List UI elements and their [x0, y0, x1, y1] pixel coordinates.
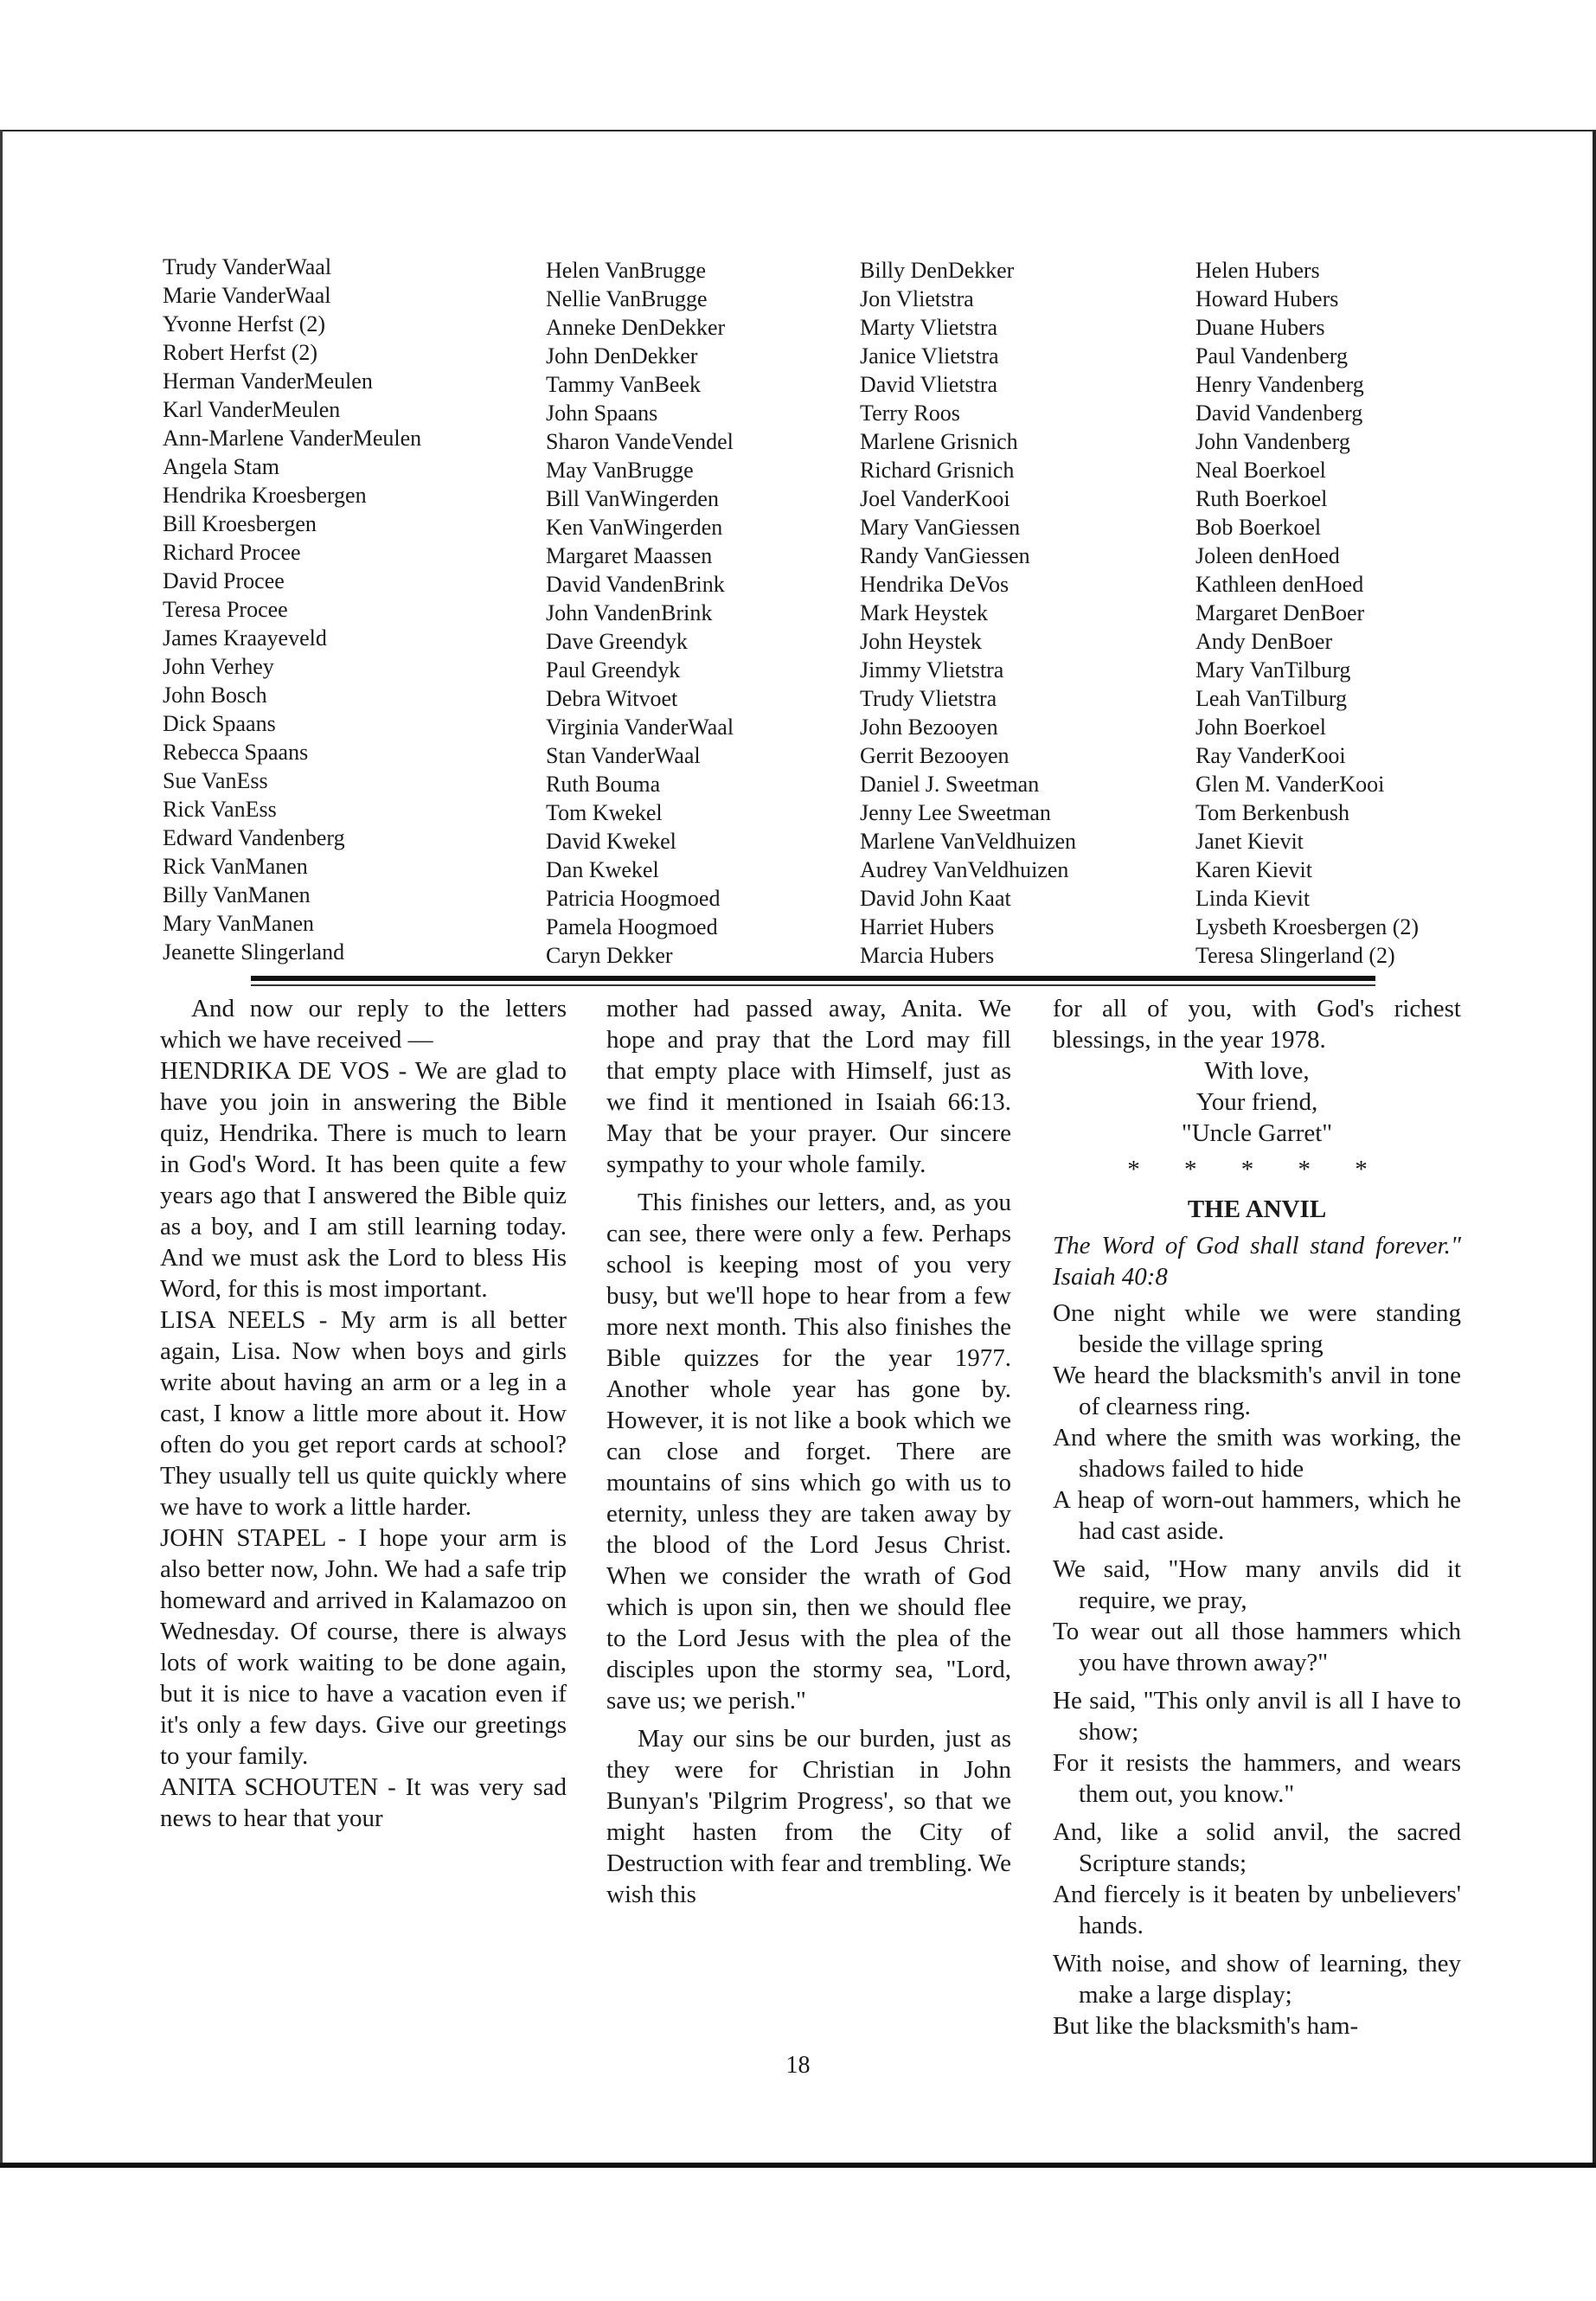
- name-entry: Lysbeth Kroesbergen (2): [1195, 914, 1420, 939]
- poem-line: But like the blacksmith's ham-: [1053, 2012, 1359, 2040]
- page-left-edge: [0, 130, 3, 2163]
- name-entry: Teresa Procee: [163, 597, 288, 622]
- name-entry: Stan VanderWaal: [546, 743, 701, 768]
- name-entry: John Vandenberg: [1195, 429, 1350, 454]
- name-entry: Jenny Lee Sweetman: [860, 800, 1051, 825]
- letter-anita-end: mother had passed away, Anita. We hope and pray that the Lord may fill that empty place with Himself, just as we find it mentioned in Isaiah 66:13. May that be your prayer. Our sincere sympathy to your whole family.: [606, 995, 1011, 1178]
- name-entry: Sue VanEss: [163, 768, 268, 793]
- name-entry: Margaret DenBoer: [1195, 600, 1365, 625]
- poem-line: And fiercely is it beaten by unbelievers' hands.: [1053, 1881, 1461, 1939]
- name-entry: Helen Hubers: [1195, 258, 1320, 283]
- name-entry: Yvonne Herfst (2): [163, 311, 326, 336]
- name-entry: Marcia Hubers: [860, 943, 995, 968]
- name-entry: David VandenBrink: [546, 572, 725, 597]
- letters-column-3: [1053, 993, 1461, 2041]
- name-entry: Herman VanderMeulen: [163, 369, 373, 394]
- name-entry: Nellie VanBrugge: [546, 286, 708, 311]
- poem-body: [1053, 1298, 1461, 2041]
- name-entry: May VanBrugge: [546, 458, 694, 483]
- poem-line: And, like a solid anvil, the sacred Scripture stands;: [1053, 1818, 1461, 1877]
- name-entry: Leah VanTilburg: [1195, 686, 1348, 711]
- name-entry: Anneke DenDekker: [546, 315, 726, 340]
- name-entry: John Verhey: [163, 654, 274, 679]
- names-column-1: [163, 253, 421, 966]
- name-entry: Billy VanManen: [163, 882, 311, 907]
- name-entry: Daniel J. Sweetman: [860, 772, 1040, 797]
- name-entry: Terry Roos: [860, 401, 960, 426]
- letter-john: JOHN STAPEL - I hope your arm is also better now, John. We had a safe trip homeward and arrived in Kalamazoo on Wednesday. Of course, there is always lots of work waiting to be done again, but it is nice to have a vacation even if it's only a few days. Give our greetings to your family.: [160, 1524, 567, 1770]
- name-entry: Ken VanWingerden: [546, 515, 723, 540]
- poem-line: And where the smith was working, the shadows failed to hide: [1053, 1424, 1461, 1483]
- name-entry: David Kwekel: [546, 829, 676, 854]
- closing-your-friend: Your friend,: [1195, 1088, 1318, 1116]
- name-entry: Mary VanManen: [163, 911, 314, 936]
- name-entry: Janice Vlietstra: [860, 343, 999, 369]
- letters-wish-end: for all of you, with God's richest blessings, in the year 1978.: [1053, 995, 1461, 1054]
- name-entry: John VandenBrink: [546, 600, 713, 625]
- name-entry: Bob Boerkoel: [1195, 515, 1322, 540]
- page-top-margin: [0, 0, 1596, 130]
- name-entry: Richard Procee: [163, 540, 301, 565]
- name-entry: Margaret Maassen: [546, 543, 713, 568]
- section-divider: [251, 976, 1375, 981]
- name-entry: Paul Vandenberg: [1195, 343, 1348, 369]
- name-entry: Bill Kroesbergen: [163, 511, 317, 536]
- name-entry: Kathleen denHoed: [1195, 572, 1364, 597]
- name-entry: Gerrit Bezooyen: [860, 743, 1010, 768]
- section-divider-thin: [251, 984, 1375, 986]
- letter-hendrika: HENDRIKA DE VOS - We are glad to have you join in answering the Bible quiz, Hendrika. There is much to learn in God's Word. It has been quite a few years ago that I answered the Bible quiz as a boy, and I am still learning today. And we must ask the Lord to bless His Word, for this is most important.: [160, 1057, 567, 1303]
- name-entry: Robert Herfst (2): [163, 340, 318, 365]
- name-entry: Trudy Vlietstra: [860, 686, 997, 711]
- page-bottom-edge: [0, 2163, 1596, 2168]
- letters-finish: This finishes our letters, and, as you can see, there were only a few. Perhaps school is keeping most of you very busy, but we'll hope to hear from a few more next month. This also finishes the Bible quizzes for the year 1977. Another whole year has gone by. However, it is not like a book which we can close and forget. There are mountains of sins which go with us to eternity, unless they are taken away by the blood of the Lord Jesus Christ. When we consider the wrath of God which is upon sin, then we should flee to the Lord Jesus with the plea of the disciples upon the stormy sea, "Lord, save us; we perish.": [606, 1189, 1011, 1715]
- name-entry: Janet Kievit: [1195, 829, 1304, 854]
- name-entry: David Vandenberg: [1195, 401, 1363, 426]
- closing-with-love: With love,: [1204, 1057, 1310, 1085]
- name-entry: Henry Vandenberg: [1195, 372, 1364, 397]
- name-entry: Angela Stam: [163, 454, 280, 479]
- name-entry: Mark Heystek: [860, 600, 989, 625]
- name-entry: Virginia VanderWaal: [546, 715, 734, 740]
- name-entry: James Kraayeveld: [163, 625, 327, 651]
- name-entry: Billy DenDekker: [860, 258, 1015, 283]
- name-entry: Hendrika DeVos: [860, 572, 1010, 597]
- name-entry: John Bosch: [163, 683, 267, 708]
- page-number: 18: [785, 2052, 811, 2079]
- name-entry: Rick VanManen: [163, 854, 308, 879]
- name-entry: Neal Boerkoel: [1195, 458, 1326, 483]
- name-entry: Marie VanderWaal: [163, 283, 331, 308]
- name-entry: Tom Berkenbush: [1195, 800, 1349, 825]
- name-entry: Bill VanWingerden: [546, 486, 719, 511]
- name-entry: Ray VanderKooi: [1195, 743, 1346, 768]
- page-top-edge: [0, 130, 1596, 131]
- separator-stars: * * * * *: [1127, 1156, 1387, 1183]
- letter-lisa: LISA NEELS - My arm is all better again, Lisa. Now when boys and girls write about having an arm or a leg in a cast, I know a little more about it. How often do you get report cards at school? They usually tell us quite quickly where we have to work a little harder.: [160, 1306, 567, 1521]
- name-entry: Marlene VanVeldhuizen: [860, 829, 1077, 854]
- letters-burden: May our sins be our burden, just as they were for Christian in John Bunyan's 'Pilgrim Progress', so that we might hasten from the City of Destruction with fear and trembling. We wish this: [606, 1725, 1011, 1908]
- name-entry: Caryn Dekker: [546, 943, 673, 968]
- name-entry: John DenDekker: [546, 343, 698, 369]
- name-entry: Dick Spaans: [163, 711, 276, 736]
- name-entry: Patricia Hoogmoed: [546, 886, 721, 911]
- poem-epigraph: The Word of God shall stand forever." Isaiah 40:8: [1053, 1232, 1461, 1291]
- poem-line: He said, "This only anvil is all I have to show;: [1053, 1687, 1461, 1746]
- name-entry: Harriet Hubers: [860, 914, 995, 939]
- name-entry: Glen M. VanderKooi: [1195, 772, 1385, 797]
- name-entry: Mary VanTilburg: [1195, 657, 1351, 683]
- name-entry: John Boerkoel: [1195, 715, 1326, 740]
- name-entry: Joleen denHoed: [1195, 543, 1340, 568]
- poem-line: We heard the blacksmith's anvil in tone of clearness ring.: [1053, 1362, 1461, 1420]
- closing-signature: "Uncle Garret": [1181, 1119, 1333, 1147]
- names-column-2: [546, 256, 734, 970]
- name-entry: Marty Vlietstra: [860, 315, 998, 340]
- name-entry: Teresa Slingerland (2): [1195, 943, 1395, 968]
- name-entry: Joel VanderKooi: [860, 486, 1010, 511]
- name-entry: Jimmy Vlietstra: [860, 657, 1004, 683]
- letters-column-2: [606, 993, 1011, 1910]
- letters-intro: And now our reply to the letters which we have received —: [160, 995, 567, 1054]
- name-entry: Tammy VanBeek: [546, 372, 701, 397]
- name-entry: Andy DenBoer: [1195, 629, 1333, 654]
- name-entry: John Bezooyen: [860, 715, 998, 740]
- name-entry: John Spaans: [546, 401, 658, 426]
- name-entry: John Heystek: [860, 629, 982, 654]
- name-entry: Jeanette Slingerland: [163, 939, 345, 965]
- name-entry: Howard Hubers: [1195, 286, 1339, 311]
- name-entry: Rick VanEss: [163, 797, 277, 822]
- name-entry: Ruth Boerkoel: [1195, 486, 1328, 511]
- name-entry: David John Kaat: [860, 886, 1011, 911]
- name-entry: Debra Witvoet: [546, 686, 678, 711]
- name-entry: Paul Greendyk: [546, 657, 681, 683]
- name-entry: Edward Vandenberg: [163, 825, 345, 850]
- name-entry: Ann-Marlene VanderMeulen: [163, 426, 422, 451]
- name-entry: Tom Kwekel: [546, 800, 663, 825]
- name-entry: Linda Kievit: [1195, 886, 1311, 911]
- name-entry: Karl VanderMeulen: [163, 397, 341, 422]
- names-column-4: [1195, 256, 1419, 970]
- name-entry: Randy VanGiessen: [860, 543, 1030, 568]
- poem-line: With noise, and show of learning, they make a large display;: [1053, 1950, 1461, 2009]
- name-entry: Dave Greendyk: [546, 629, 688, 654]
- poem-line: For it resists the hammers, and wears them out, you know.": [1053, 1749, 1461, 1808]
- name-entry: Trudy VanderWaal: [163, 254, 332, 279]
- name-entry: David Procee: [163, 568, 285, 593]
- letters-column-1: [160, 993, 567, 1834]
- letter-anita-start: ANITA SCHOUTEN - It was very sad news to hear that your: [160, 1773, 567, 1832]
- poem-line: One night while we were standing beside the village spring: [1053, 1299, 1461, 1358]
- name-entry: Dan Kwekel: [546, 857, 659, 882]
- name-entry: Ruth Bouma: [546, 772, 661, 797]
- page-right-edge: [1593, 130, 1596, 2163]
- name-entry: Rebecca Spaans: [163, 740, 309, 765]
- poem-title: THE ANVIL: [1187, 1195, 1327, 1223]
- name-entry: Sharon VandeVendel: [546, 429, 734, 454]
- name-entry: Duane Hubers: [1195, 315, 1325, 340]
- name-entry: Richard Grisnich: [860, 458, 1015, 483]
- name-entry: David Vlietstra: [860, 372, 998, 397]
- poem-line: A heap of worn-out hammers, which he had cast aside.: [1053, 1486, 1461, 1545]
- name-entry: Hendrika Kroesbergen: [163, 483, 367, 508]
- poem-line: We said, "How many anvils did it require, we pray,: [1053, 1555, 1461, 1614]
- names-column-3: [860, 256, 1076, 970]
- name-entry: Marlene Grisnich: [860, 429, 1018, 454]
- name-entry: Karen Kievit: [1195, 857, 1313, 882]
- name-entry: Pamela Hoogmoed: [546, 914, 718, 939]
- name-entry: Helen VanBrugge: [546, 258, 707, 283]
- name-entry: Audrey VanVeldhuizen: [860, 857, 1069, 882]
- name-entry: Mary VanGiessen: [860, 515, 1021, 540]
- name-entry: Jon Vlietstra: [860, 286, 974, 311]
- poem-line: To wear out all those hammers which you have thrown away?": [1053, 1618, 1461, 1676]
